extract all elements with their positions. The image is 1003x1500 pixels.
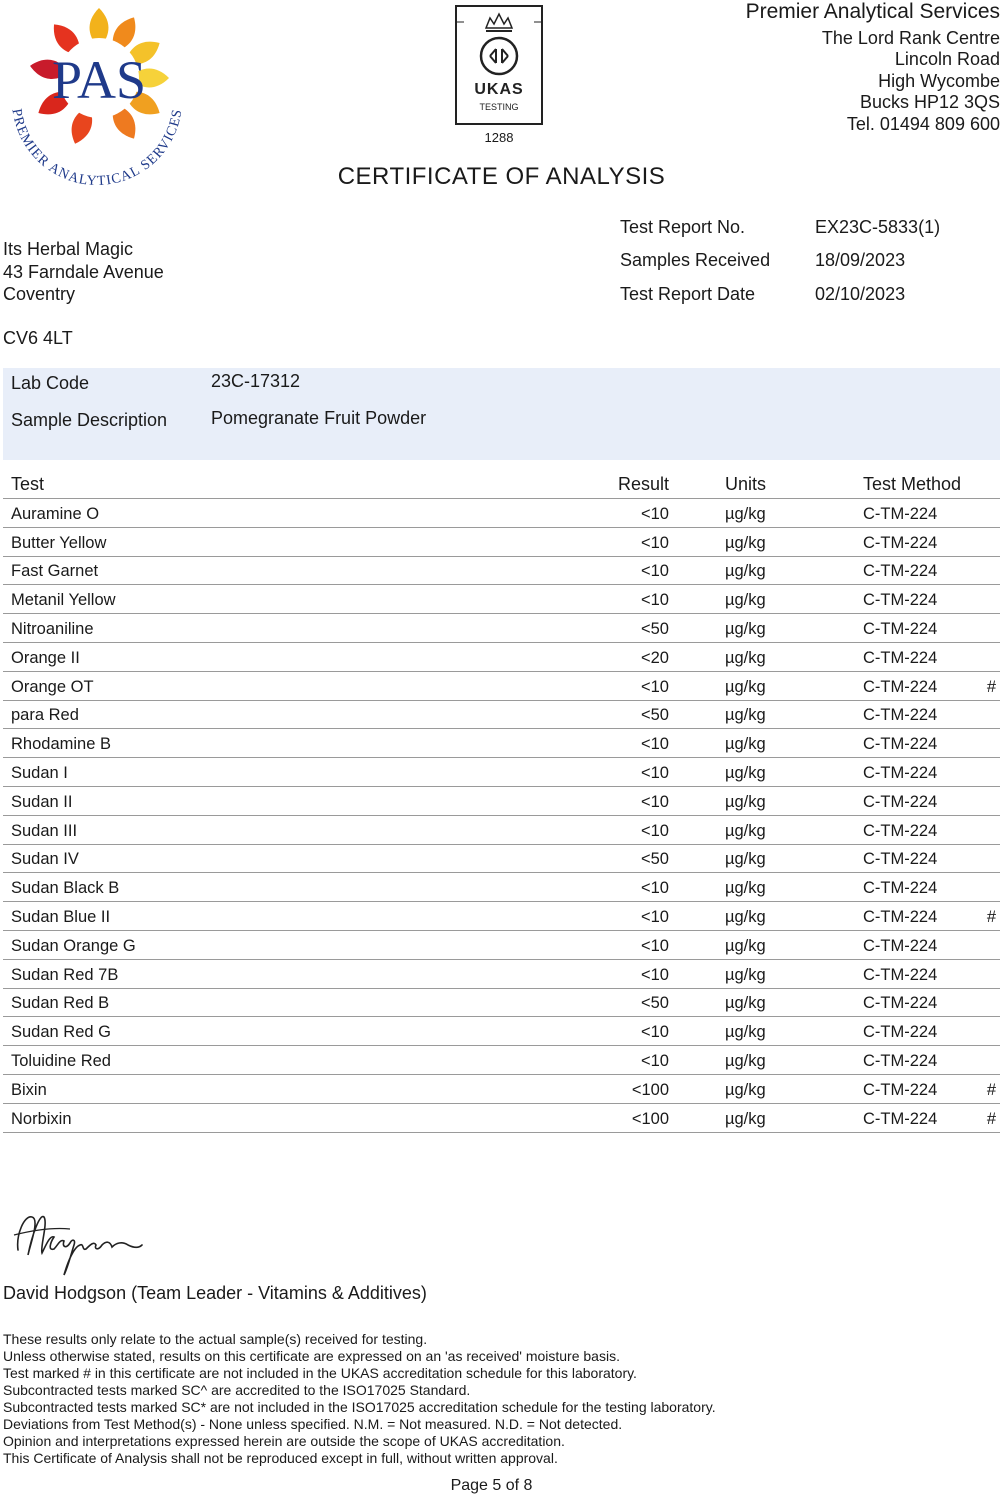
client-postcode: CV6 4LT (3, 328, 73, 348)
test-units: µg/kg (725, 792, 766, 811)
lab-phone: Tel. 01494 809 600 (846, 114, 1000, 134)
test-result: <10 (641, 735, 669, 754)
test-name: Orange II (11, 648, 80, 667)
test-units: µg/kg (725, 619, 766, 638)
table-row (3, 1017, 1000, 1046)
table-row (3, 1075, 1000, 1104)
test-name: Sudan Orange G (11, 936, 136, 955)
test-method: C-TM-224 (863, 850, 938, 869)
test-name: Toluidine Red (11, 1051, 111, 1070)
accreditation-flag: # (986, 1109, 996, 1128)
pas-logo-arc-text: PREMIER ANALYTICAL SERVICES (8, 107, 186, 190)
table-row (3, 1104, 1000, 1133)
test-result: <10 (641, 879, 669, 898)
table-row (3, 643, 1000, 672)
report-number: EX23C-5833(1) (815, 217, 941, 237)
table-row (3, 989, 1000, 1018)
test-result: <10 (641, 677, 669, 696)
test-result: <50 (641, 994, 669, 1013)
table-row (3, 557, 1000, 586)
test-result: <10 (641, 1023, 669, 1042)
test-units: µg/kg (725, 735, 766, 754)
test-result: <10 (641, 1051, 669, 1070)
test-units: µg/kg (725, 562, 766, 581)
test-method: C-TM-224 (863, 562, 938, 581)
test-method: C-TM-224 (863, 1109, 938, 1128)
test-method: C-TM-224 (863, 994, 938, 1013)
results-table (3, 470, 1000, 1133)
test-units: µg/kg (725, 591, 766, 610)
test-name: Bixin (11, 1080, 47, 1099)
table-row (3, 902, 1000, 931)
table-row (3, 499, 1000, 528)
table-row (3, 873, 1000, 902)
header-method: Test Method (863, 474, 962, 494)
test-name: Butter Yellow (11, 533, 107, 552)
table-header-row (3, 470, 1000, 499)
test-units: µg/kg (725, 850, 766, 869)
test-result: <50 (641, 706, 669, 725)
footnote: This Certificate of Analysis shall not be reproduced except in full, without written approval. (3, 1450, 558, 1466)
footnote: Deviations from Test Method(s) - None unless specified. N.M. = Not measured. N.D. = Not detected. (3, 1416, 623, 1432)
accreditation-flag: # (986, 907, 996, 926)
test-result: <10 (641, 562, 669, 581)
footnote: Opinion and interpretations expressed herein are outside the scope of UKAS accreditation. (3, 1433, 565, 1449)
test-units: µg/kg (725, 677, 766, 696)
test-result: <10 (641, 591, 669, 610)
test-name: para Red (11, 706, 79, 725)
table-row (3, 845, 1000, 874)
test-method: C-TM-224 (863, 735, 938, 754)
test-result: <10 (641, 504, 669, 523)
test-name: Sudan II (11, 792, 73, 811)
test-result: <20 (641, 648, 669, 667)
page-number: Page 5 of 8 (450, 1477, 533, 1494)
test-method: C-TM-224 (863, 879, 938, 898)
test-units: µg/kg (725, 907, 766, 926)
table-row (3, 787, 1000, 816)
ukas-logo-text: UKAS (474, 81, 524, 98)
footnote: Test marked # in this certificate are not included in the UKAS accreditation schedule for this laboratory. (3, 1365, 637, 1381)
table-row (3, 758, 1000, 787)
table-row (3, 614, 1000, 643)
test-name: Fast Garnet (11, 562, 99, 581)
test-method: C-TM-224 (863, 591, 938, 610)
table-row (3, 528, 1000, 557)
accreditation-flag: # (986, 677, 996, 696)
test-result: <10 (641, 763, 669, 782)
table-row (3, 729, 1000, 758)
footnote: Unless otherwise stated, results on this certificate are expressed on an 'as received' moisture basis. (3, 1348, 620, 1364)
test-units: µg/kg (725, 706, 766, 725)
test-name: Sudan III (11, 821, 78, 840)
test-method: C-TM-224 (863, 792, 938, 811)
test-method: C-TM-224 (863, 1080, 938, 1099)
table-row (3, 701, 1000, 730)
test-units: µg/kg (725, 821, 766, 840)
lab-code-label: Lab Code (11, 373, 90, 393)
test-method: C-TM-224 (863, 504, 938, 523)
header-test: Test (11, 474, 45, 494)
samples-received-label: Samples Received (620, 250, 771, 270)
test-units: µg/kg (725, 504, 766, 523)
footnote: Subcontracted tests marked SC* are not included in the ISO17025 accreditation schedule for the testing laboratory. (3, 1399, 716, 1415)
test-units: µg/kg (725, 965, 766, 984)
test-result: <50 (641, 619, 669, 638)
report-number-label: Test Report No. (620, 217, 746, 237)
test-method: C-TM-224 (863, 533, 938, 552)
pas-logo (2, 0, 192, 190)
test-name: Sudan IV (11, 850, 79, 869)
test-name: Sudan Black B (11, 879, 120, 898)
table-row (3, 816, 1000, 845)
test-method: C-TM-224 (863, 677, 938, 696)
footnote: Subcontracted tests marked SC^ are accredited to the ISO17025 Standard. (3, 1382, 471, 1398)
test-units: µg/kg (725, 1109, 766, 1128)
test-units: µg/kg (725, 936, 766, 955)
lab-address-line: Bucks HP12 3QS (859, 92, 1000, 112)
test-method: C-TM-224 (863, 821, 938, 840)
sample-description-label: Sample Description (11, 410, 168, 430)
ukas-logo (454, 4, 544, 126)
test-units: µg/kg (725, 648, 766, 667)
test-result: <10 (641, 936, 669, 955)
test-method: C-TM-224 (863, 1023, 938, 1042)
client-city: Coventry (3, 284, 76, 304)
accreditation-flag: # (986, 1080, 996, 1099)
table-row (3, 931, 1000, 960)
test-method: C-TM-224 (863, 936, 938, 955)
document-title: CERTIFICATE OF ANALYSIS (337, 163, 666, 190)
test-units: µg/kg (725, 879, 766, 898)
footnotes (3, 1331, 716, 1467)
signature (10, 1205, 150, 1280)
report-date-label: Test Report Date (620, 284, 756, 304)
test-name: Orange OT (11, 677, 94, 696)
samples-received-date: 18/09/2023 (815, 250, 906, 270)
test-name: Nitroaniline (11, 619, 94, 638)
test-name: Sudan I (11, 763, 68, 782)
ukas-logo-sub: TESTING (479, 102, 519, 112)
test-result: <10 (641, 533, 669, 552)
test-result: <100 (631, 1109, 669, 1128)
client-name: Its Herbal Magic (3, 239, 134, 259)
test-name: Sudan Red 7B (11, 965, 119, 984)
lab-code: 23C-17312 (211, 371, 301, 391)
signatory-name: David Hodgson (Team Leader - Vitamins & Additives) (3, 1283, 427, 1303)
test-name: Sudan Blue II (11, 907, 111, 926)
test-method: C-TM-224 (863, 648, 938, 667)
test-name: Sudan Red B (11, 994, 110, 1013)
header-units: Units (725, 474, 767, 494)
test-method: C-TM-224 (863, 763, 938, 782)
test-result: <50 (641, 850, 669, 869)
test-units: µg/kg (725, 1051, 766, 1070)
test-units: µg/kg (725, 763, 766, 782)
test-method: C-TM-224 (863, 1051, 938, 1070)
lab-address-line: The Lord Rank Centre (821, 28, 1000, 48)
test-result: <10 (641, 821, 669, 840)
lab-address-line: High Wycombe (878, 71, 1000, 91)
test-units: µg/kg (725, 1023, 766, 1042)
test-method: C-TM-224 (863, 907, 938, 926)
test-name: Sudan Red G (11, 1023, 111, 1042)
lab-name: Premier Analytical Services (745, 0, 1000, 23)
test-name: Norbixin (11, 1109, 72, 1128)
test-name: Rhodamine B (11, 735, 111, 754)
test-method: C-TM-224 (863, 965, 938, 984)
table-body (3, 499, 1000, 1133)
test-result: <10 (641, 965, 669, 984)
ukas-accreditation-number: 1288 (484, 130, 514, 145)
test-units: µg/kg (725, 1080, 766, 1099)
test-method: C-TM-224 (863, 619, 938, 638)
table-row (3, 960, 1000, 989)
test-result: <10 (641, 907, 669, 926)
test-result: <100 (631, 1080, 669, 1099)
test-result: <10 (641, 792, 669, 811)
test-units: µg/kg (725, 994, 766, 1013)
pas-logo-text: PAS (51, 50, 147, 110)
lab-address-line: Lincoln Road (894, 49, 1000, 69)
test-name: Auramine O (11, 504, 100, 523)
report-date: 02/10/2023 (815, 284, 906, 304)
test-units: µg/kg (725, 533, 766, 552)
table-row (3, 585, 1000, 614)
header-result: Result (617, 474, 669, 494)
table-row (3, 1046, 1000, 1075)
sample-description: Pomegranate Fruit Powder (211, 408, 427, 428)
footnote: These results only relate to the actual sample(s) received for testing. (3, 1331, 428, 1347)
test-name: Metanil Yellow (11, 591, 116, 610)
test-method: C-TM-224 (863, 706, 938, 725)
table-row (3, 672, 1000, 701)
client-street: 43 Farndale Avenue (3, 262, 164, 282)
